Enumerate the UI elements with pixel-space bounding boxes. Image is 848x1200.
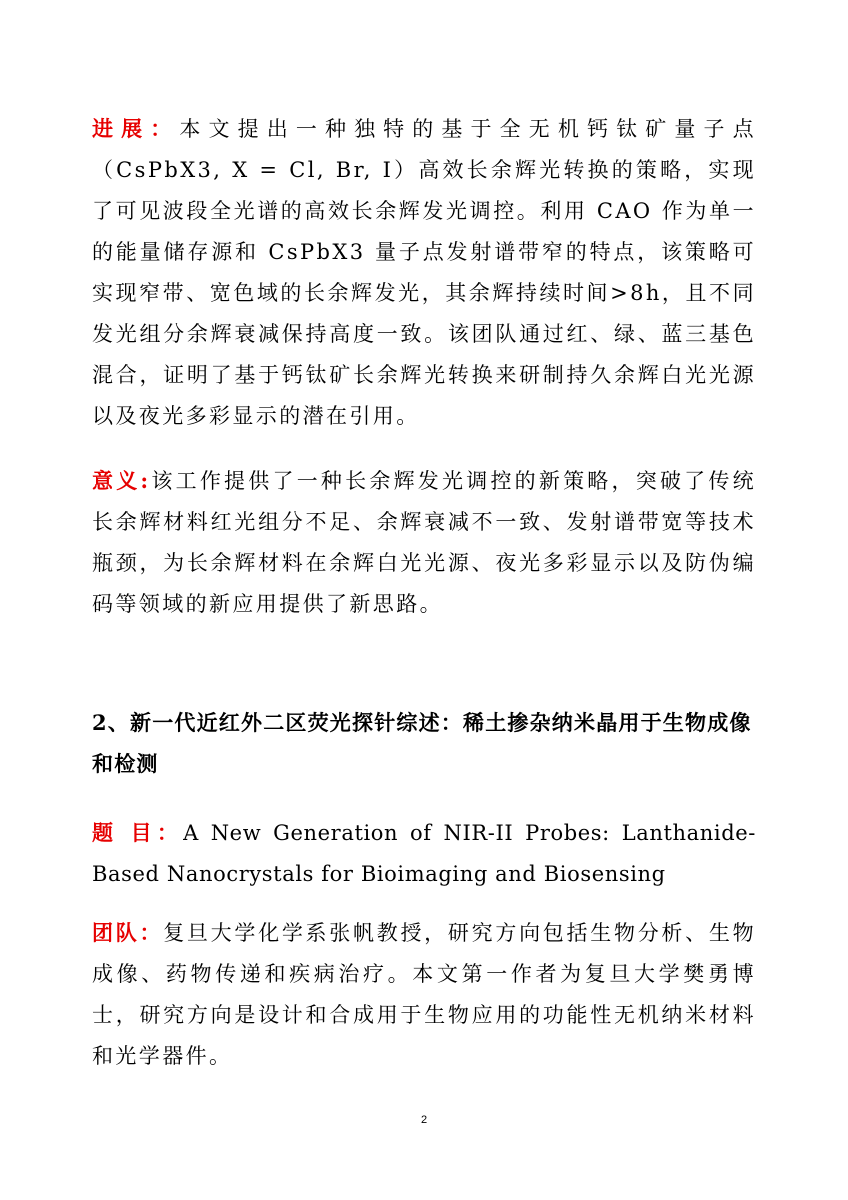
title-paragraph (92, 812, 756, 895)
title-label: 题 目： (92, 820, 184, 845)
team-text: 复旦大学化学系张帆教授，研究方向包括生物分析、生物成像、药物传递和疾病治疗。本文第一作者为复旦大学樊勇博士，研究方向是设计和合成用于生物应用的功能性无机纳米材料和光学器件。 (92, 921, 757, 1068)
progress-paragraph (92, 108, 756, 437)
progress-text: 本文提出一种独特的基于全无机钙钛矿量子点（CsPbX3, X = Cl, Br, I）高效长余辉光转换的策略，实现了可见波段全光谱的高效长余辉发光调控。利用 CAO 作为单一的能量储存源和 CsPbX3 量子点发射谱带窄的特点，该策略可实现窄带、宽色域的长余辉发光，其余辉持续时间>8h，且不同发光组分余辉衰减保持高度一致。该团队通过红、绿、蓝三基色混合，证明了基于钙钛矿长余辉光转换来研制持久余辉白光光源以及夜光多彩显示的潜在引用。 (92, 117, 757, 428)
title-text: A New Generation of NIR-II Probes: Lanthanide-Based Nanocrystals for Bioimaging and Biosensing (92, 821, 757, 886)
progress-label: 进展： (92, 116, 180, 141)
significance-paragraph (92, 460, 756, 625)
section-heading: 2、新一代近红外二区荧光探针综述：稀土掺杂纳米晶用于生物成像和检测 (92, 710, 752, 776)
page-number: 2 (420, 1114, 428, 1126)
team-paragraph (92, 912, 756, 1077)
team-label: 团队： (92, 920, 164, 945)
significance-text: 该工作提供了一种长余辉发光调控的新策略，突破了传统长余辉材料红光组分不足、余辉衰减不一致、发射谱带宽等技术瓶颈，为长余辉材料在余辉白光光源、夜光多彩显示以及防伪编码等领域的新应用提供了新思路。 (92, 469, 757, 616)
significance-label: 意义: (92, 468, 151, 493)
